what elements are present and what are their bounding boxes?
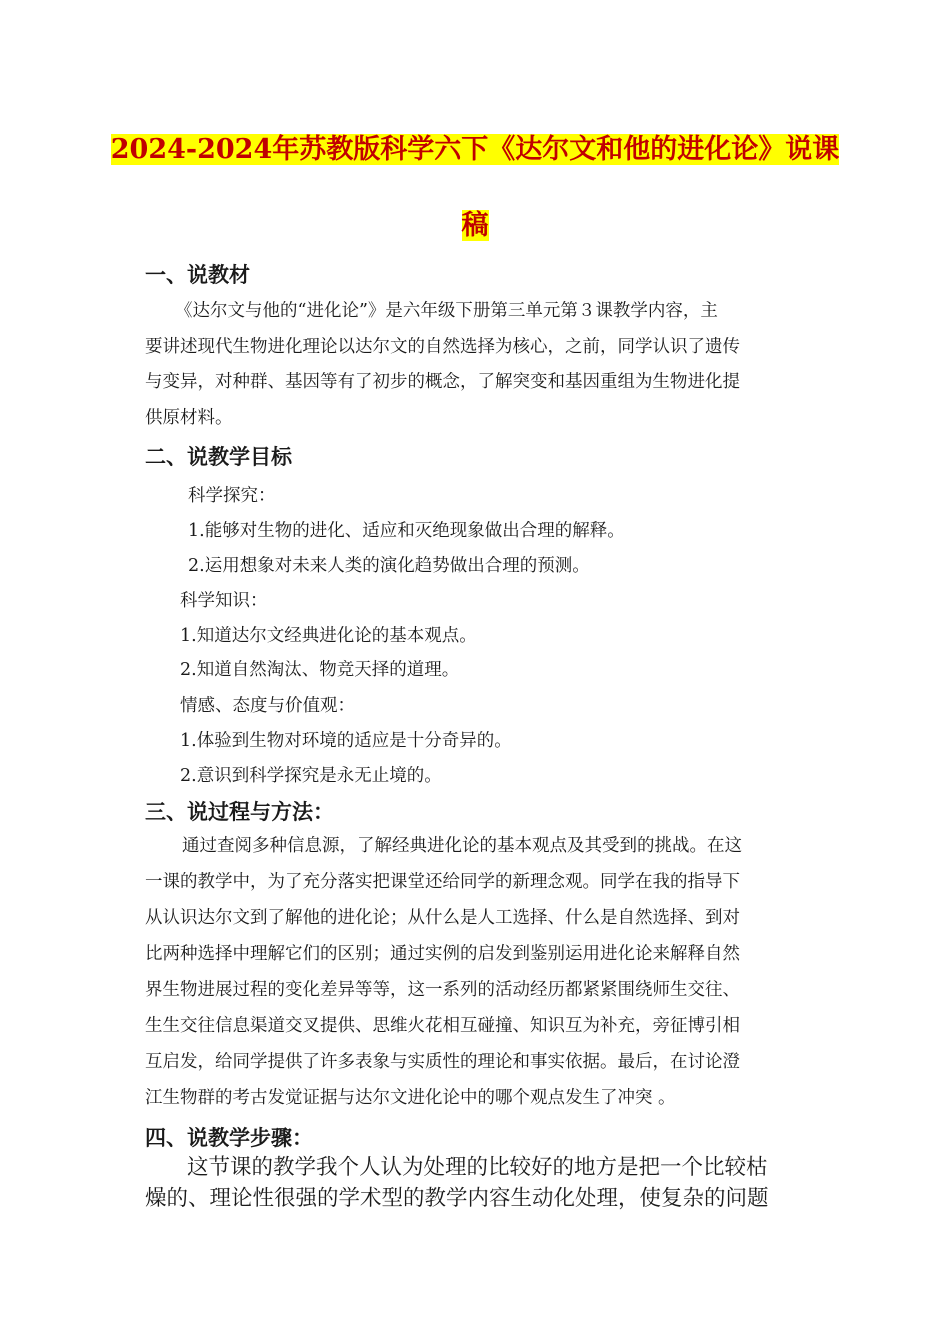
objective-category: 科学探究： [188, 486, 276, 506]
objective-item: 2.知道自然淘汰、物竞天择的道理。 [180, 660, 460, 680]
paragraph-line: 从认识达尔文到了解他的进化论；从什么是人工选择、什么是自然选择、到对 [145, 908, 740, 928]
paragraph-line: 通过查阅多种信息源，了解经典进化论的基本观点及其受到的挑战。在这 [182, 836, 742, 856]
paragraph-line: 要讲述现代生物进化理论以达尔文的自然选择为核心，之前，同学认识了遗传 [145, 337, 740, 357]
section-heading-teaching-steps: 四、说教学步骤： [145, 1126, 313, 1150]
objective-category: 情感、态度与价值观： [180, 696, 355, 716]
objective-item: 1.知道达尔文经典进化论的基本观点。 [180, 626, 477, 646]
paragraph-line: 供原材料。 [145, 408, 233, 428]
objective-category: 科学知识： [180, 591, 268, 611]
section-heading-textbook: 一、说教材 [145, 263, 250, 287]
objective-item: 2.运用想象对未来人类的演化趋势做出合理的预测。 [188, 556, 590, 576]
paragraph-line: 界生物进展过程的变化差异等等，这一系列的活动经历都紧紧围绕师生交往、 [145, 980, 740, 1000]
objective-item: 1.体验到生物对环境的适应是十分奇异的。 [180, 731, 512, 751]
paragraph-line: 生生交往信息渠道交叉提供、思维火花相互碰撞、知识互为补充，旁征博引相 [145, 1016, 740, 1036]
document-title-line-2: 稿 [461, 210, 489, 241]
section-heading-process-method: 三、说过程与方法： [145, 800, 334, 824]
objective-item: 1.能够对生物的进化、适应和灭绝现象做出合理的解释。 [188, 521, 625, 541]
document-title-line-1: 2024-2024年苏教版科学六下《达尔文和他的进化论》说课 [110, 134, 840, 165]
paragraph-line: 燥的、理论性很强的学术型的教学内容生动化处理，使复杂的问题 [145, 1186, 769, 1211]
section-heading-objectives: 二、说教学目标 [145, 445, 292, 469]
paragraph-line: 一课的教学中，为了充分落实把课堂还给同学的新理念观。同学在我的指导下 [145, 872, 740, 892]
paragraph-line: 比两种选择中理解它们的区别；通过实例的启发到鉴别运用进化论来解释自然 [145, 944, 740, 964]
paragraph-line: 互启发，给同学提供了许多表象与实质性的理论和事实依据。最后，在讨论澄 [145, 1052, 740, 1072]
objective-item: 2.意识到科学探究是永无止境的。 [180, 766, 442, 786]
paragraph-line: 《达尔文与他的“进化论”》是六年级下册第三单元第３课教学内容，主 [175, 301, 718, 321]
paragraph-line: 与变异，对种群、基因等有了初步的概念，了解突变和基因重组为生物进化提 [145, 372, 740, 392]
paragraph-line: 这节课的教学我个人认为处理的比较好的地方是把一个比较枯 [187, 1155, 768, 1180]
paragraph-line: 江生物群的考古发觉证据与达尔文进化论中的哪个观点发生了冲突 。 [145, 1088, 676, 1108]
